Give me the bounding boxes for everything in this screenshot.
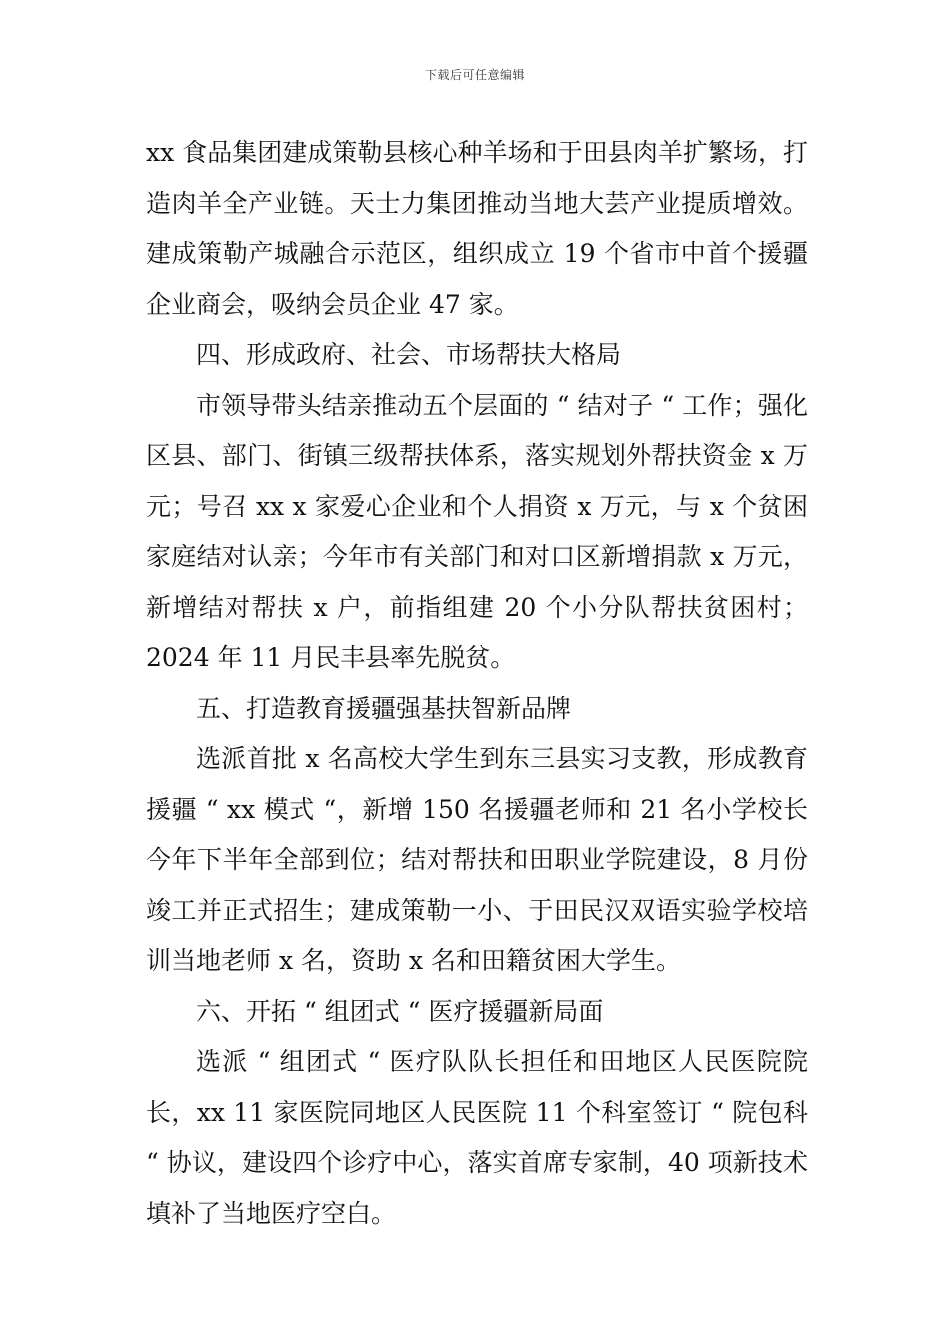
paragraph: 选派首批 x 名高校大学生到东三县实习支教，形成教育援疆 “ xx 模式 “，新增 150 名援疆老师和 21 名小学校长今年下半年全部到位；结对帮扶和田职业学院建设，8 月份竣工并正式招生；建成策勒一小、于田民汉双语实验学校培训当地老师 x 名，资助 x 名和田籍贫困大学生。 xyxy=(146,744,808,975)
paragraph: 选派 “ 组团式 “ 医疗队队长担任和田地区人民医院院长，xx 11 家医院同地区人民医院 11 个科室签订 “ 院包科 “ 协议，建设四个诊疗中心，落实首席专家制，40 项新技术填补了当地医疗空白。 xyxy=(146,1047,808,1228)
header-note: 下载后可任意编辑 xyxy=(424,68,525,82)
section-heading: 四、形成政府、社会、市场帮扶大格局 xyxy=(196,340,622,369)
section-heading: 五、打造教育援疆强基扶智新品牌 xyxy=(196,693,572,723)
paragraph: xx 食品集团建成策勒县核心种羊场和于田县肉羊扩繁场，打造肉羊全产业链。天士力集团推动当地大芸产业提质增效。建成策勒产城融合示范区，组织成立 19 个省市中首个援疆企业商会，吸纳会员企业 47 家。 xyxy=(146,138,808,319)
document-body xyxy=(146,128,808,1239)
section-heading: 六、开拓 “ 组团式 “ 医疗援疆新局面 xyxy=(196,996,604,1026)
paragraph: 市领导带头结亲推动五个层面的 “ 结对子 “ 工作；强化区县、部门、街镇三级帮扶体系，落实规划外帮扶资金 x 万元；号召 xx x 家爱心企业和个人捐资 x 万元，与 x 个贫困家庭结对认亲；今年市有关部门和对口区新增捐款 x 万元，新增结对帮扶 x 户，前指组建 20 个小分队帮扶贫困村；2024 年 11 月民丰县率先脱贫。 xyxy=(146,390,808,672)
